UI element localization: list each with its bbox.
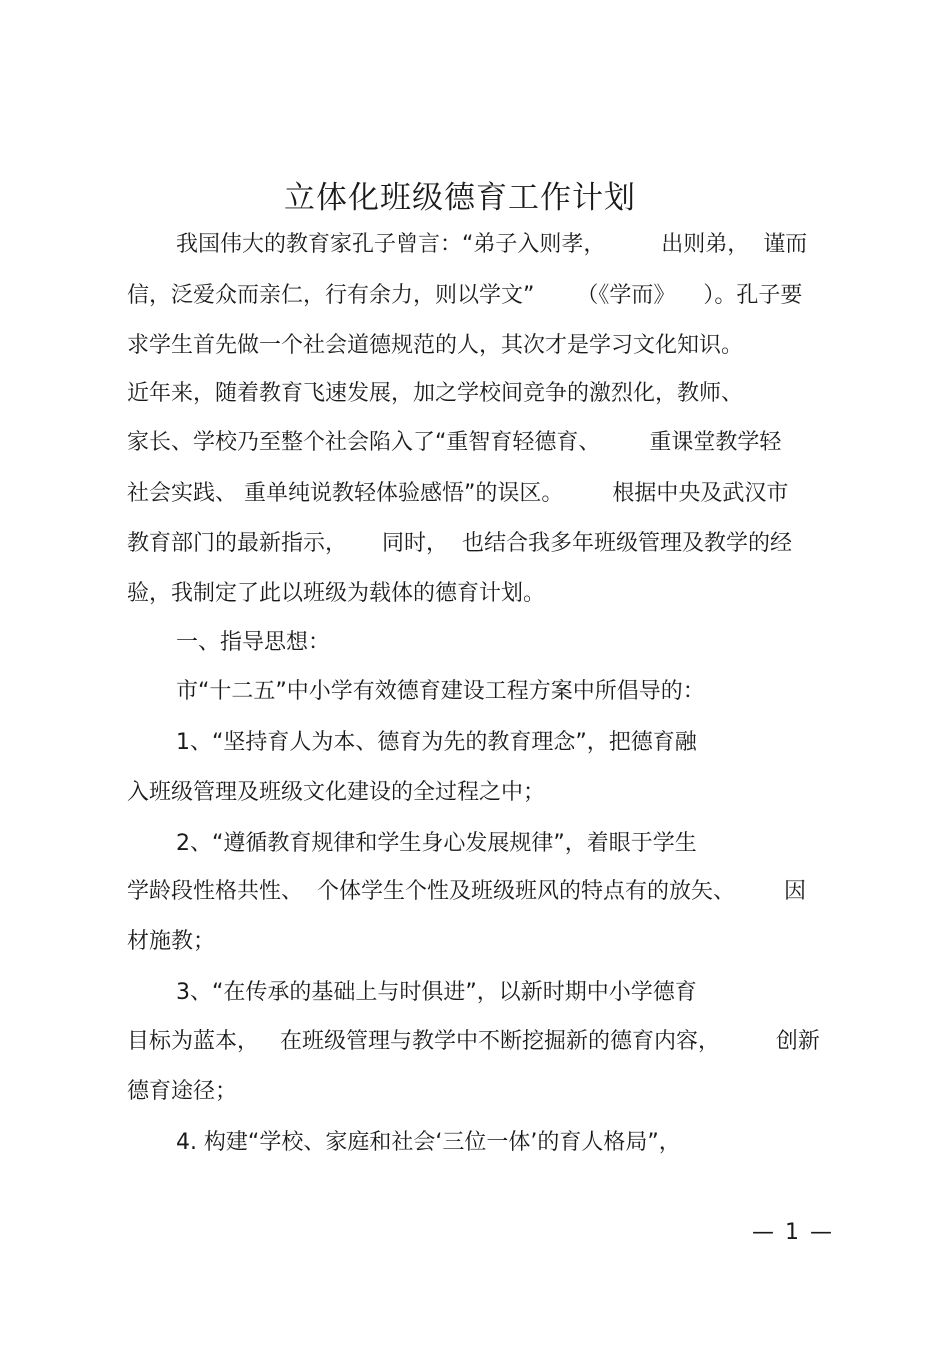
body-line: 信，泛爱众而亲仁，行有余力，则以学文” （《学而》 ）。孔子要 (127, 283, 803, 308)
list-item-line: 4. 构建“学校、家庭和社会‘三位一体’的育人格局”， (127, 1130, 681, 1155)
body-line: 社会实践、 重单纯说教轻体验感悟”的误区。 根据中央及武汉市 (127, 481, 789, 506)
list-item-line: 学龄段性格共性、 个体学生个性及班级班风的特点有的放矢、 因 (127, 879, 806, 904)
list-item-line: 入班级管理及班级文化建设的全过程之中； (127, 780, 546, 805)
list-item-line: 材施教； (127, 929, 216, 954)
body-line: 验，我制定了此以班级为载体的德育计划。 (127, 581, 546, 606)
list-item-line: 1、“坚持育人为本、德育为先的教育理念”，把德育融 (127, 730, 697, 755)
page-number: — 1 — (752, 1220, 834, 1245)
body-line: 求学生首先做一个社会道德规范的人，其次才是学习文化知识。 (127, 333, 744, 358)
body-line: 近年来，随着教育飞速发展，加之学校间竞争的激烈化，教师、 (127, 381, 744, 406)
document-title: 立体化班级德育工作计划 (284, 180, 636, 216)
list-item-line: 目标为蓝本， 在班级管理与教学中不断挖掘新的德育内容， 创新 (127, 1029, 820, 1054)
list-item-line: 2、“遵循教育规律和学生身心发展规律”，着眼于学生 (127, 831, 697, 856)
list-item-line: 3、“在传承的基础上与时俱进”，以新时期中小学德育 (127, 980, 697, 1005)
body-line: 教育部门的最新指示， 同时， 也结合我多年班级管理及教学的经 (127, 531, 792, 556)
body-line: 市“十二五”中小学有效德育建设工程方案中所倡导的： (127, 679, 705, 704)
body-line: 我国伟大的教育家孔子曾言：“弟子入则孝， 出则弟， 谨而 (127, 232, 808, 257)
list-item-line: 德育途径； (127, 1079, 238, 1104)
section-heading: 一、指导思想： (127, 630, 330, 655)
body-line: 家长、学校乃至整个社会陷入了“重智育轻德育、 重课堂教学轻 (127, 430, 782, 455)
